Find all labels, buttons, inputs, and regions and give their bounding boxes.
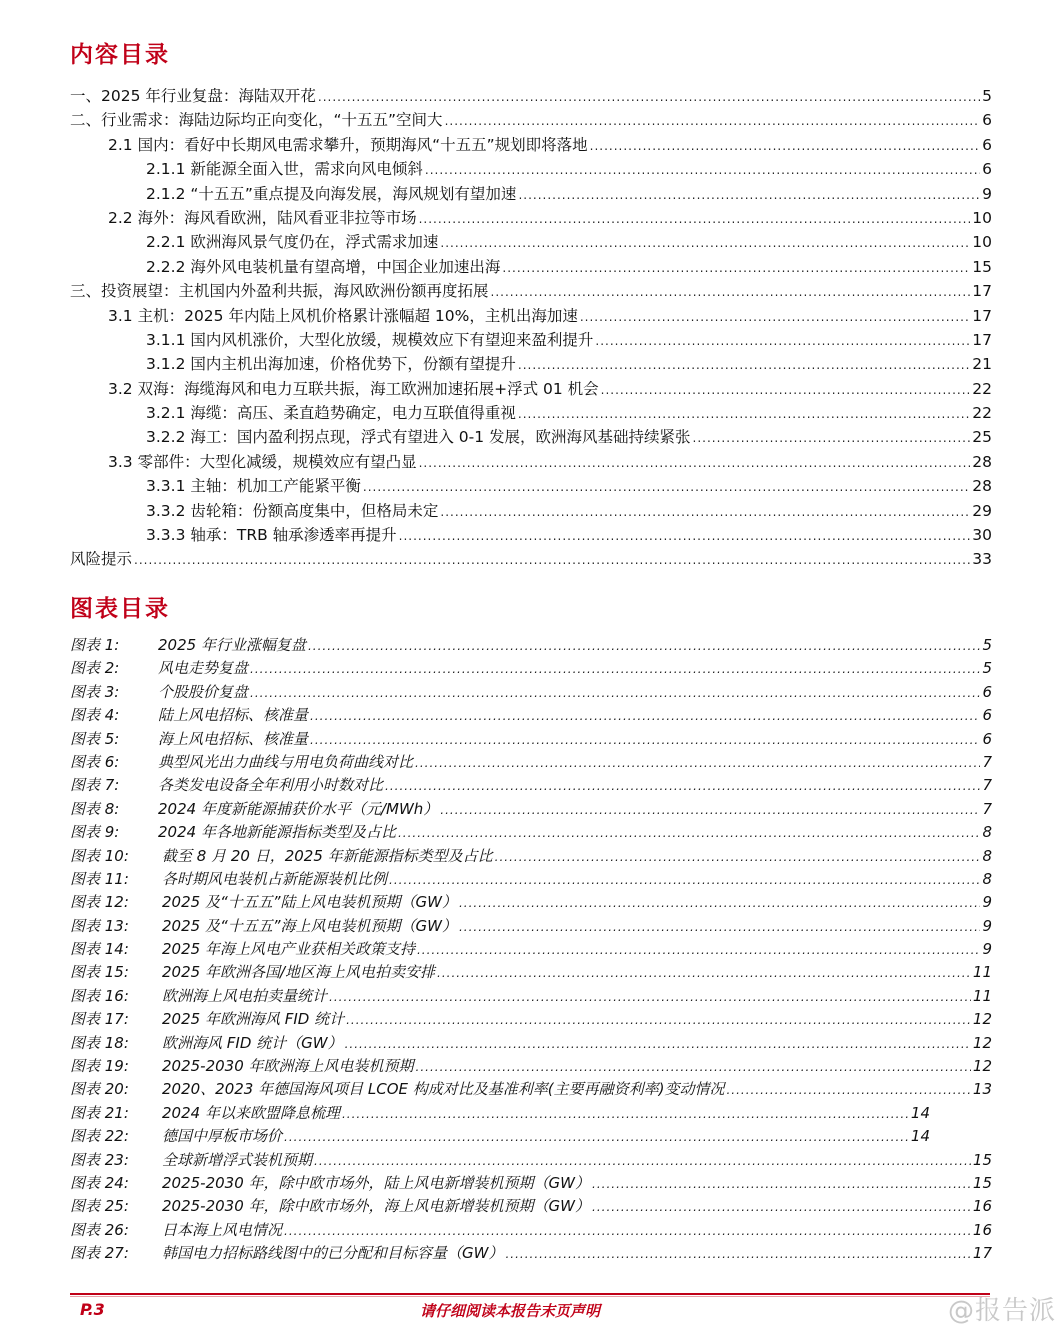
figure-number: 图表 24: (70, 1173, 129, 1192)
dot-leader (580, 310, 970, 324)
dot-leader (329, 990, 971, 1004)
figure-number: 图表 12: (70, 893, 129, 912)
dot-leader (134, 553, 970, 567)
toc-entry[interactable] (70, 523, 992, 547)
figure-entry-page: 7 (982, 752, 992, 771)
figure-entry-title-group (70, 821, 396, 842)
dot-leader (419, 456, 971, 470)
toc-entry-title: 2.1 国内：看好中长期风电需求攀升，预期海风“十五五”规划即将落地 (108, 135, 588, 154)
figure-number: 图表 25: (70, 1197, 129, 1216)
figure-entry[interactable] (70, 1078, 992, 1101)
figure-entry-title: 2025 年海上风电产业获相关政策支持 (162, 940, 415, 959)
toc-list (70, 84, 992, 572)
figure-entry-page: 6 (982, 706, 992, 725)
dot-leader (425, 163, 980, 177)
toc-entry-page: 6 (982, 160, 992, 179)
dot-leader (363, 480, 970, 494)
figure-entry-page: 8 (982, 869, 992, 888)
figure-entry-title: 个股股价复盘 (158, 682, 249, 701)
toc-entry-title: 2.2.1 欧洲海风景气度仍在，浮式需求加速 (146, 233, 439, 252)
toc-entry[interactable] (70, 279, 992, 303)
toc-entry[interactable] (70, 206, 992, 230)
figure-entry-page: 5 (982, 659, 992, 678)
figure-entry[interactable] (70, 961, 992, 984)
figure-entry-page: 14 (910, 1103, 930, 1122)
figure-entry-title-group (70, 1125, 282, 1146)
toc-entry-title: 2.1.1 新能源全面入世，需求向风电倾斜 (146, 160, 423, 179)
figure-entry[interactable] (70, 821, 992, 844)
dot-leader (592, 1200, 971, 1214)
figure-entry-page: 16 (972, 1197, 992, 1216)
dot-leader (310, 709, 980, 723)
figure-entry-title-group (70, 845, 493, 866)
dot-leader (440, 236, 970, 250)
page-number: P.3 (80, 1300, 105, 1319)
figure-number: 图表 3: (70, 682, 120, 701)
figure-number: 图表 22: (70, 1127, 129, 1146)
toc-entry[interactable] (70, 328, 992, 352)
figure-entry-page: 12 (972, 1033, 992, 1052)
dot-leader (590, 139, 980, 153)
figure-entry[interactable] (70, 1172, 992, 1195)
toc-entry[interactable] (70, 547, 992, 571)
figure-entry-page: 13 (972, 1080, 992, 1099)
figure-entry-page: 12 (972, 1010, 992, 1029)
figure-entry-page: 11 (972, 986, 992, 1005)
figure-entry-page: 6 (982, 729, 992, 748)
figure-entry[interactable] (70, 1055, 992, 1078)
toc-entry[interactable] (70, 352, 992, 376)
dot-leader (346, 1013, 971, 1027)
toc-entry-page: 22 (972, 379, 992, 398)
figure-entry-title-group (70, 704, 308, 725)
toc-entry[interactable] (70, 450, 992, 474)
figure-number: 图表 2: (70, 659, 120, 678)
toc-heading: 内容目录 (70, 41, 170, 68)
figure-entry-title: 日本海上风电情况 (162, 1220, 283, 1239)
figure-entry[interactable] (70, 868, 992, 891)
figure-entry-title: 2025 年行业涨幅复盘 (158, 636, 306, 654)
dot-leader (726, 1083, 970, 1097)
dot-leader (345, 1037, 971, 1051)
figure-entry-page: 12 (972, 1057, 992, 1076)
figure-entry-title-group (70, 938, 415, 959)
dot-leader (385, 779, 980, 793)
dot-leader (284, 1130, 909, 1144)
figure-entry-title: 陆上风电招标、核准量 (158, 706, 309, 725)
figure-entry-page: 6 (982, 682, 992, 701)
figure-entry-title-group (70, 868, 387, 889)
figure-entry-page: 17 (972, 1244, 992, 1263)
toc-entry-page: 17 (972, 282, 992, 301)
dot-leader (440, 505, 970, 519)
disclaimer-note: 请仔细阅读本报告末页声明 (420, 1302, 601, 1320)
figure-entry-title-group (70, 1032, 343, 1053)
figure-entry-title: 2025-2030 年，除中欧市场外，海上风电新增装机预期（GW） (162, 1197, 590, 1216)
toc-entry-page: 25 (972, 428, 992, 447)
toc-entry-page: 22 (972, 404, 992, 423)
figure-entry[interactable] (70, 1195, 992, 1218)
dot-leader (314, 1154, 971, 1168)
dot-leader (399, 529, 971, 543)
figure-entry[interactable] (70, 845, 992, 868)
figure-entry-title: 2025-2030 年，除中欧市场外，陆上风电新增装机预期（GW） (162, 1173, 590, 1192)
figure-entry-title-group (70, 1219, 282, 1240)
toc-entry-title: 一、2025 年行业复盘：海陆双开花 (70, 87, 316, 105)
toc-entry-page: 6 (982, 111, 992, 130)
toc-entry[interactable] (70, 401, 992, 425)
figure-entry-page: 5 (982, 636, 992, 654)
figure-entry[interactable] (70, 985, 992, 1008)
toc-entry-page: 5 (982, 87, 992, 105)
dot-leader (250, 662, 980, 676)
figure-number: 图表 7: (70, 776, 120, 795)
figure-entry-title: 2025-2030 年欧洲海上风电装机预期 (162, 1057, 414, 1076)
dot-leader (495, 850, 981, 864)
toc-entry[interactable] (70, 474, 992, 498)
toc-entry-title: 2.2 海外：海风看欧洲，陆风看亚非拉等市场 (108, 208, 417, 227)
figure-number: 图表 17: (70, 1010, 129, 1029)
figure-entry[interactable] (70, 657, 992, 680)
toc-entry-page: 21 (972, 355, 992, 374)
figure-entry-title: 欧洲海风 FID 统计（GW） (162, 1033, 343, 1052)
figure-number: 图表 9: (70, 823, 120, 842)
toc-entry-title: 3.2.1 海缆：高压、柔直趋势确定，电力互联值得重视 (146, 404, 516, 423)
figure-entry-page: 14 (910, 1127, 930, 1146)
figure-entry[interactable] (70, 681, 992, 704)
toc-entry-page: 17 (972, 330, 992, 349)
toc-entry-title: 2.1.2 “十五五”重点提及向海发展，海风规划有望加速 (146, 184, 517, 203)
toc-entry[interactable] (70, 157, 992, 181)
toc-entry-page: 17 (972, 306, 992, 325)
toc-entry-title: 风险提示 (70, 550, 133, 569)
figure-entry-page: 8 (982, 846, 992, 865)
toc-entry-page: 28 (972, 477, 992, 496)
figure-number: 图表 6: (70, 752, 120, 771)
figure-entry[interactable] (70, 938, 992, 961)
toc-entry[interactable] (70, 499, 992, 523)
figure-entry-title-group (70, 1172, 590, 1193)
figure-entry-page: 11 (972, 963, 992, 982)
toc-entry[interactable] (70, 133, 992, 157)
figure-entry-title: 各类发电设备全年利用小时数对比 (158, 776, 384, 795)
toc-entry-title: 3.3 零部件：大型化减缓，规模效应有望凸显 (108, 452, 417, 471)
figure-list-heading: 图表目录 (70, 595, 170, 622)
figure-entry-title: 2025 年欧洲海风 FID 统计 (162, 1010, 345, 1029)
dot-leader (592, 1177, 971, 1191)
figure-entry[interactable] (70, 798, 992, 821)
figure-entry[interactable] (70, 915, 992, 938)
toc-entry-title: 三、投资展望：主机国内外盈利共振，海风欧洲份额再度拓展 (70, 282, 489, 301)
dot-leader (445, 114, 981, 128)
dot-leader (491, 285, 971, 299)
figure-entry-title: 2024 年以来欧盟降息梳理 (162, 1103, 340, 1122)
figure-number: 图表 14: (70, 940, 129, 959)
figure-number: 图表 16: (70, 986, 129, 1005)
toc-entry-title: 3.3.2 齿轮箱：份额高度集中，但格局未定 (146, 501, 439, 520)
figure-entry[interactable] (70, 1125, 930, 1148)
figure-entry-title-group (70, 1078, 724, 1099)
figure-entry[interactable] (70, 704, 992, 727)
figure-entry-title: 2025 年欧洲各国/地区海上风电拍卖安排 (162, 963, 435, 982)
toc-entry[interactable] (70, 182, 992, 206)
dot-leader (595, 334, 970, 348)
figure-entry-title: 全球新增浮式装机预期 (162, 1150, 313, 1169)
dot-leader (505, 1247, 970, 1261)
figure-entry-title: 风电走势复盘 (158, 659, 249, 678)
figure-entry-title: 各时期风电装机占新能源装机比例 (162, 869, 388, 888)
figure-entry-title-group (70, 774, 383, 795)
dot-leader (518, 188, 980, 202)
dot-leader (502, 261, 970, 275)
figure-entry[interactable] (70, 1102, 930, 1125)
dot-leader (416, 1060, 971, 1074)
figure-entry[interactable] (70, 1242, 992, 1265)
figure-number: 图表 5: (70, 729, 120, 748)
figure-entry[interactable] (70, 774, 992, 797)
toc-entry-title: 3.1 主机：2025 年内陆上风机价格累计涨幅超 10%，主机出海加速 (108, 306, 578, 325)
figure-entry[interactable] (70, 728, 992, 751)
figure-number: 图表 1: (70, 636, 120, 654)
toc-entry-title: 3.1.1 国内风机涨价，大型化放缓，规模效应下有望迎来盈利提升 (146, 330, 594, 349)
figure-number: 图表 11: (70, 869, 129, 888)
figure-entry-title-group (70, 915, 457, 936)
figure-entry[interactable] (70, 891, 992, 914)
toc-entry-page: 6 (982, 135, 992, 154)
figure-entry-title-group (70, 1055, 414, 1076)
toc-entry-page: 33 (972, 550, 992, 569)
dot-leader (518, 358, 970, 372)
toc-entry[interactable] (70, 230, 992, 254)
figure-entry-page: 15 (972, 1173, 992, 1192)
toc-entry-title: 3.3.3 轴承：TRB 轴承渗透率再提升 (146, 526, 397, 545)
figure-entry-page: 9 (982, 940, 992, 959)
dot-leader (459, 896, 981, 910)
dot-leader (308, 639, 981, 653)
toc-entry[interactable] (70, 255, 992, 279)
figure-entry-title-group (70, 961, 435, 982)
figure-entry[interactable] (70, 1032, 992, 1055)
dot-leader (389, 873, 980, 887)
toc-entry-title: 3.2 双海：海缆海风和电力互联共振，海工欧洲加速拓展+浮式 01 机会 (108, 379, 599, 398)
figure-entry-title-group (70, 1102, 340, 1123)
figure-entry-title: 2025 及“十五五”陆上风电装机预期（GW） (162, 893, 457, 912)
figure-number: 图表 4: (70, 706, 120, 725)
figure-number: 图表 26: (70, 1220, 129, 1239)
toc-entry[interactable] (70, 425, 992, 449)
figure-entry-page: 15 (972, 1150, 992, 1169)
figure-entry-title: 截至 8 月 20 日，2025 年新能源指标类型及占比 (162, 846, 493, 865)
watermark: @报告派 (948, 1296, 1057, 1326)
toc-entry-title: 3.1.2 国内主机出海加速，价格优势下，份额有望提升 (146, 355, 516, 374)
dot-leader (310, 733, 980, 747)
dot-leader (398, 826, 981, 840)
toc-entry-page: 28 (972, 452, 992, 471)
figure-entry-title: 2020、2023 年德国海风项目 LCOE 构成对比及基准利率(主要再融资利率)变动情况 (162, 1080, 725, 1099)
figure-number: 图表 21: (70, 1103, 129, 1122)
figure-entry-page: 9 (982, 916, 992, 935)
figure-entry-title-group (70, 1195, 590, 1216)
dot-leader (693, 431, 971, 445)
figure-entry-page: 7 (982, 799, 992, 818)
figure-entry-title: 2024 年度新能源捕获价水平（元/MWh） (158, 799, 439, 818)
figure-entry-title: 海上风电招标、核准量 (158, 729, 309, 748)
figure-entry[interactable] (70, 1008, 992, 1031)
toc-entry-page: 9 (982, 184, 992, 203)
figure-entry-page: 8 (982, 823, 992, 842)
figure-number: 图表 19: (70, 1057, 129, 1076)
figure-entry-page: 7 (982, 776, 992, 795)
figure-number: 图表 23: (70, 1150, 129, 1169)
figure-entry-title-group (70, 634, 306, 655)
figure-entry-title-group (70, 681, 248, 702)
toc-entry[interactable] (70, 377, 992, 401)
figure-number: 图表 15: (70, 963, 129, 982)
figure-entry-title-group (70, 728, 308, 749)
figure-entry-title-group (70, 1149, 312, 1170)
figure-entry-page: 9 (982, 893, 992, 912)
toc-entry[interactable] (70, 108, 992, 132)
figure-list (70, 634, 992, 1266)
figure-entry[interactable] (70, 1149, 992, 1172)
figure-number: 图表 8: (70, 799, 120, 818)
figure-number: 图表 27: (70, 1244, 129, 1263)
figure-entry[interactable] (70, 634, 992, 657)
figure-entry[interactable] (70, 1219, 992, 1242)
toc-entry-title: 2.2.2 海外风电装机量有望高增，中国企业加速出海 (146, 257, 501, 276)
figure-entry[interactable] (70, 751, 992, 774)
dot-leader (440, 803, 980, 817)
toc-entry-page: 10 (972, 233, 992, 252)
dot-leader (284, 1224, 971, 1238)
figure-number: 图表 18: (70, 1033, 129, 1052)
figure-entry-title-group (70, 798, 438, 819)
dot-leader (415, 756, 980, 770)
figure-entry-title: 韩国电力招标路线图中的已分配和目标容量（GW） (162, 1244, 504, 1263)
dot-leader (419, 212, 971, 226)
footer-divider-shadow (70, 1296, 990, 1297)
figure-entry-title: 典型风光出力曲线与用电负荷曲线对比 (158, 752, 414, 771)
figure-entry-title: 德国中厚板市场价 (162, 1127, 283, 1146)
figure-number: 图表 13: (70, 916, 129, 935)
figure-entry-title: 欧洲海上风电拍卖量统计 (162, 986, 328, 1005)
toc-entry-page: 10 (972, 208, 992, 227)
toc-entry[interactable] (70, 84, 992, 108)
dot-leader (518, 407, 970, 421)
dot-leader (437, 966, 971, 980)
figure-entry-title-group (70, 985, 327, 1006)
figure-entry-title-group (70, 1242, 503, 1263)
figure-entry-title-group (70, 891, 457, 912)
footer-divider (70, 1293, 990, 1295)
toc-entry-page: 30 (972, 526, 992, 545)
figure-entry-title: 2025 及“十五五”海上风电装机预期（GW） (162, 916, 457, 935)
toc-entry-title: 二、行业需求：海陆边际均正向变化，“十五五”空间大 (70, 111, 443, 130)
toc-entry[interactable] (70, 304, 992, 328)
figure-entry-title-group (70, 657, 248, 678)
toc-entry-title: 3.3.1 主轴：机加工产能紧平衡 (146, 477, 361, 496)
figure-entry-title-group (70, 751, 413, 772)
dot-leader (318, 90, 980, 104)
dot-leader (417, 943, 981, 957)
dot-leader (601, 383, 971, 397)
dot-leader (342, 1107, 909, 1121)
figure-entry-page: 16 (972, 1220, 992, 1239)
dot-leader (250, 686, 980, 700)
dot-leader (459, 920, 981, 934)
figure-entry-title: 2024 年各地新能源指标类型及占比 (158, 823, 396, 842)
toc-entry-page: 29 (972, 501, 992, 520)
figure-entry-title-group (70, 1008, 344, 1029)
toc-entry-page: 15 (972, 257, 992, 276)
toc-entry-title: 3.2.2 海工：国内盈利拐点现，浮式有望进入 0-1 发展，欧洲海风基础持续紧张 (146, 428, 691, 447)
figure-number: 图表 20: (70, 1080, 129, 1099)
figure-number: 图表 10: (70, 846, 129, 865)
